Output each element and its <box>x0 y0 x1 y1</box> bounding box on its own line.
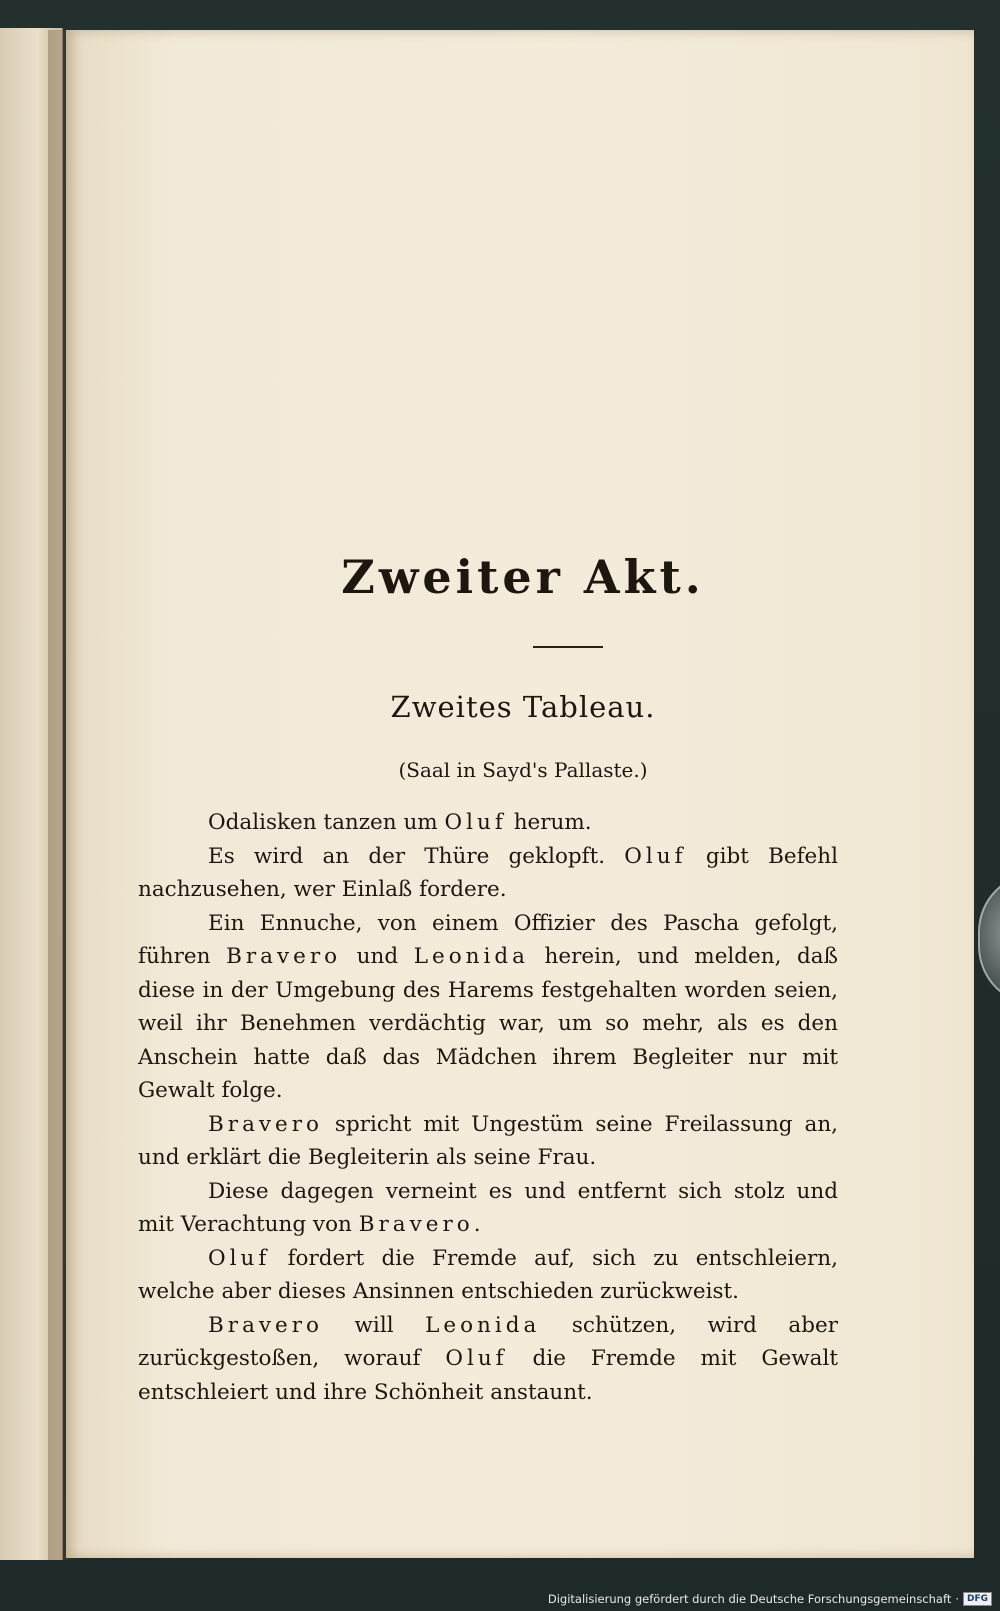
magnifier-lens <box>978 872 1000 1006</box>
character-name: Oluf <box>444 810 507 835</box>
character-name: Bravero <box>208 1312 323 1338</box>
character-name: Leonida <box>425 1312 541 1338</box>
stage-directions <box>138 806 838 1409</box>
book-page <box>66 30 974 1558</box>
stage-direction-paragraph: Ein Ennuche, von einem Offizier des Pascha gefolgt, führen Bravero und Leonida herein, und melden, daß diese in der Umgebung des Harems festgehalten worden seien, weil ihr Benehmen verdächtig war, um so mehr, als es den Anschein hatte daß das Mädchen ihrem Begleiter nur mit Gewalt folge. <box>138 910 838 1103</box>
character-name: Bravero <box>358 1212 474 1237</box>
scene-setting: (Saal in Sayd's Pallaste.) <box>398 758 648 782</box>
stage-direction-paragraph: Diese dagegen verneint es und entfernt sich stolz und mit Verachtung von Bravero. <box>138 1178 838 1237</box>
character-name: Oluf <box>445 1346 508 1371</box>
title-divider <box>533 646 603 648</box>
stage-direction-paragraph: Oluf fordert die Fremde auf, sich zu entschleiern, welche aber dieses Ansinnen entschieden zurückweist. <box>138 1245 838 1304</box>
character-name: Bravero <box>208 1111 323 1137</box>
character-name: Leonida <box>413 944 529 969</box>
character-name: Oluf <box>208 1245 271 1271</box>
stage-direction-paragraph: Bravero spricht mit Ungestüm seine Freilassung an, und erklärt die Begleiterin als seine Frau. <box>138 1111 838 1170</box>
dfg-logo-icon: DFG <box>963 1592 992 1606</box>
act-title: Zweiter Akt. <box>341 550 705 604</box>
character-name: Bravero <box>226 944 342 969</box>
footer-credit: Digitalisierung gefördert durch die Deutsche Forschungsgemeinschaft <box>547 1592 952 1606</box>
tableau-heading: Zweites Tableau. <box>390 690 656 724</box>
digitization-footer <box>548 1590 992 1608</box>
stage-direction-paragraph: Es wird an der Thüre geklopft. Oluf gibt Befehl nachzusehen, wer Einlaß fordere. <box>138 843 838 902</box>
stage-direction-paragraph: Odalisken tanzen um Oluf herum. <box>208 810 592 835</box>
character-name: Oluf <box>624 843 687 869</box>
footer-separator: · <box>955 1592 959 1606</box>
stage-direction-paragraph: Bravero will Leonida schützen, wird aber zurückgestoßen, worauf Oluf die Fremde mit Gewalt entschleiert und ihre Schönheit anstaunt. <box>138 1312 839 1405</box>
